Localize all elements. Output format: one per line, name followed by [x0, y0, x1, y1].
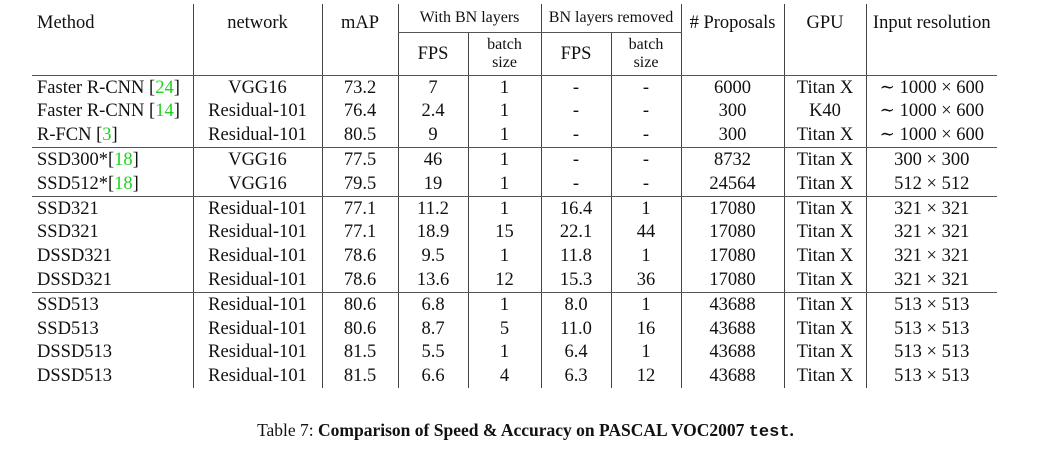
table-cell-fps-no-bn: 22.1 [541, 221, 611, 245]
table-cell-map: 80.6 [322, 317, 398, 341]
table-cell-resolution: ∼ 1000 × 600 [866, 76, 997, 100]
table-cell-batch-size-bn: 1 [468, 341, 541, 365]
table-cell-fps-bn: 2.4 [398, 100, 468, 124]
table-cell-fps-no-bn: - [541, 124, 611, 148]
table-cell-fps-bn: 18.9 [398, 221, 468, 245]
table-cell-network: Residual-101 [193, 317, 322, 341]
table-cell-gpu: Titan X [784, 148, 866, 172]
table-cell-method [32, 148, 193, 172]
table-cell-resolution: 300 × 300 [866, 148, 997, 172]
table-cell-fps-no-bn: 16.4 [541, 196, 611, 220]
table-body [32, 76, 997, 389]
method-name: SSD321 [37, 198, 99, 219]
table-cell-proposals: 6000 [681, 76, 784, 100]
table-cell-method [32, 221, 193, 245]
table-cell-network: VGG16 [193, 148, 322, 172]
table-row [32, 293, 997, 317]
table-row [32, 268, 997, 292]
table-row [32, 76, 997, 100]
method-name: SSD513 [37, 294, 99, 315]
table-cell-resolution: 513 × 513 [866, 341, 997, 365]
table-cell-resolution: 321 × 321 [866, 245, 997, 269]
comparison-table [32, 4, 997, 388]
citation-bracket: ] [132, 173, 139, 194]
table-cell-gpu: Titan X [784, 196, 866, 220]
table-row [32, 365, 997, 389]
table-cell-method [32, 317, 193, 341]
citation-bracket: ] [173, 101, 180, 122]
citation-link[interactable]: 3 [102, 125, 112, 146]
table-cell-fps-no-bn: 8.0 [541, 293, 611, 317]
table-cell-batch-size-bn: 12 [468, 268, 541, 292]
table-cell-method [32, 245, 193, 269]
header-network: network [193, 4, 322, 76]
table-cell-proposals: 8732 [681, 148, 784, 172]
table-cell-proposals: 300 [681, 100, 784, 124]
table-cell-map: 81.5 [322, 341, 398, 365]
table-cell-batch-size-no-bn: 44 [611, 221, 681, 245]
caption-label: Table 7: [257, 420, 319, 440]
table-cell-method [32, 293, 193, 317]
table-cell-batch-size-bn: 1 [468, 76, 541, 100]
table-cell-map: 81.5 [322, 365, 398, 389]
table-cell-method [32, 100, 193, 124]
caption-code: test [748, 423, 790, 442]
table-cell-map: 78.6 [322, 245, 398, 269]
header-batch-size-no-bn [611, 33, 681, 76]
table-cell-resolution: 513 × 513 [866, 293, 997, 317]
size-label: size [633, 54, 659, 71]
table-cell-gpu: Titan X [784, 268, 866, 292]
table-cell-fps-bn: 9 [398, 124, 468, 148]
table-cell-fps-bn: 19 [398, 172, 468, 196]
table-cell-batch-size-no-bn: 1 [611, 245, 681, 269]
header-input-resolution: Input resolution [866, 4, 997, 76]
method-name: SSD512* [37, 173, 108, 194]
table-cell-map: 80.6 [322, 293, 398, 317]
table-cell-network: Residual-101 [193, 196, 322, 220]
citation-bracket: [ [149, 77, 156, 98]
table-cell-method [32, 365, 193, 389]
table-cell-fps-bn: 6.6 [398, 365, 468, 389]
table-cell-method [32, 196, 193, 220]
citation-link[interactable]: 14 [155, 101, 174, 122]
table-cell-map: 77.1 [322, 221, 398, 245]
citation-bracket: ] [173, 77, 180, 98]
table-cell-batch-size-bn: 5 [468, 317, 541, 341]
table-cell-fps-no-bn: 6.4 [541, 341, 611, 365]
method-name: DSSD321 [37, 246, 113, 267]
citation-link[interactable]: 18 [114, 173, 133, 194]
table-cell-gpu: Titan X [784, 76, 866, 100]
table-cell-fps-no-bn: 15.3 [541, 268, 611, 292]
table-cell-gpu: Titan X [784, 245, 866, 269]
table-cell-network: Residual-101 [193, 221, 322, 245]
table-cell-fps-no-bn: 11.0 [541, 317, 611, 341]
table-cell-batch-size-no-bn: - [611, 76, 681, 100]
method-name: DSSD513 [37, 342, 113, 363]
table-row [32, 172, 997, 196]
table-cell-fps-bn: 6.8 [398, 293, 468, 317]
table-cell-fps-bn: 46 [398, 148, 468, 172]
table-cell-network: Residual-101 [193, 293, 322, 317]
method-name: SSD300* [37, 150, 108, 171]
table-cell-batch-size-bn: 1 [468, 172, 541, 196]
method-name: Faster R-CNN [37, 101, 150, 122]
table-cell-gpu: Titan X [784, 317, 866, 341]
table-cell-map: 73.2 [322, 76, 398, 100]
citation-link[interactable]: 18 [114, 150, 133, 171]
table-cell-network: Residual-101 [193, 245, 322, 269]
table-cell-map: 77.5 [322, 148, 398, 172]
table-row [32, 221, 997, 245]
table-cell-resolution: 513 × 513 [866, 317, 997, 341]
table-cell-fps-no-bn: - [541, 148, 611, 172]
table-cell-batch-size-bn: 1 [468, 148, 541, 172]
table-cell-gpu: Titan X [784, 341, 866, 365]
method-name: R-FCN [37, 125, 97, 146]
table-cell-proposals: 17080 [681, 245, 784, 269]
table-row [32, 124, 997, 148]
table-cell-resolution: 321 × 321 [866, 196, 997, 220]
table-cell-gpu: Titan X [784, 221, 866, 245]
header-bn-removed: BN layers removed [541, 4, 681, 33]
header-batch-size-bn [468, 33, 541, 76]
table-cell-proposals: 17080 [681, 221, 784, 245]
method-name: DSSD321 [37, 270, 113, 291]
table-row [32, 100, 997, 124]
header-fps-bn: FPS [398, 33, 468, 76]
table-row [32, 196, 997, 220]
method-name: Faster R-CNN [37, 77, 150, 98]
table-cell-fps-no-bn: - [541, 100, 611, 124]
batch-label: batch [628, 35, 664, 53]
table-cell-batch-size-no-bn: - [611, 172, 681, 196]
table-cell-map: 76.4 [322, 100, 398, 124]
table-cell-resolution: ∼ 1000 × 600 [866, 124, 997, 148]
table-cell-resolution: ∼ 1000 × 600 [866, 100, 997, 124]
table-cell-gpu: Titan X [784, 365, 866, 389]
table-cell-proposals: 17080 [681, 268, 784, 292]
header-gpu: GPU [784, 4, 866, 76]
table-cell-network: VGG16 [193, 172, 322, 196]
table-cell-network: Residual-101 [193, 341, 322, 365]
header-proposals: # Proposals [681, 4, 784, 76]
method-name: DSSD513 [37, 366, 113, 387]
header-with-bn: With BN layers [398, 4, 541, 33]
table-cell-fps-no-bn: 6.3 [541, 365, 611, 389]
table-cell-batch-size-bn: 15 [468, 221, 541, 245]
table-row [32, 245, 997, 269]
method-name: SSD321 [37, 222, 99, 243]
citation-link[interactable]: 24 [155, 77, 174, 98]
table-cell-gpu: Titan X [784, 124, 866, 148]
table-cell-map: 77.1 [322, 196, 398, 220]
table-cell-batch-size-no-bn: - [611, 100, 681, 124]
caption-end: . [789, 420, 794, 440]
citation-bracket: [ [107, 173, 115, 194]
method-name: SSD513 [37, 318, 99, 339]
table-cell-proposals: 17080 [681, 196, 784, 220]
table-cell-fps-no-bn: - [541, 76, 611, 100]
table-cell-batch-size-bn: 1 [468, 124, 541, 148]
table-cell-batch-size-no-bn: 36 [611, 268, 681, 292]
table-cell-resolution: 321 × 321 [866, 221, 997, 245]
table-cell-batch-size-no-bn: 1 [611, 196, 681, 220]
citation-bracket: [ [96, 125, 103, 146]
table-cell-network: Residual-101 [193, 124, 322, 148]
table-cell-network: Residual-101 [193, 268, 322, 292]
table-cell-proposals: 300 [681, 124, 784, 148]
table-row [32, 317, 997, 341]
citation-bracket: ] [132, 150, 139, 171]
table-cell-fps-bn: 11.2 [398, 196, 468, 220]
table-cell-method [32, 172, 193, 196]
table-cell-batch-size-bn: 1 [468, 196, 541, 220]
table-cell-proposals: 24564 [681, 172, 784, 196]
table-cell-fps-bn: 7 [398, 76, 468, 100]
table-cell-batch-size-no-bn: 1 [611, 293, 681, 317]
table-cell-method [32, 76, 193, 100]
caption-text: Comparison of Speed & Accuracy on PASCAL VOC2007 [318, 420, 749, 440]
header-method: Method [32, 4, 193, 76]
table-cell-fps-no-bn: - [541, 172, 611, 196]
table-cell-network: VGG16 [193, 76, 322, 100]
table-cell-batch-size-no-bn: - [611, 148, 681, 172]
table-cell-map: 80.5 [322, 124, 398, 148]
table-cell-batch-size-bn: 1 [468, 245, 541, 269]
table-cell-proposals: 43688 [681, 317, 784, 341]
table-cell-method [32, 341, 193, 365]
table-cell-gpu: Titan X [784, 293, 866, 317]
table-cell-batch-size-bn: 4 [468, 365, 541, 389]
table-cell-batch-size-no-bn: 1 [611, 341, 681, 365]
table-cell-fps-no-bn: 11.8 [541, 245, 611, 269]
table-cell-fps-bn: 8.7 [398, 317, 468, 341]
header-fps-no-bn: FPS [541, 33, 611, 76]
table-cell-resolution: 321 × 321 [866, 268, 997, 292]
table-row [32, 148, 997, 172]
header-map: mAP [322, 4, 398, 76]
table-cell-map: 79.5 [322, 172, 398, 196]
table-cell-network: Residual-101 [193, 100, 322, 124]
table-cell-fps-bn: 9.5 [398, 245, 468, 269]
citation-bracket: [ [149, 101, 156, 122]
table-cell-proposals: 43688 [681, 293, 784, 317]
table-cell-fps-bn: 5.5 [398, 341, 468, 365]
table-cell-proposals: 43688 [681, 341, 784, 365]
table-cell-gpu: K40 [784, 100, 866, 124]
table-cell-method [32, 124, 193, 148]
table-cell-map: 78.6 [322, 268, 398, 292]
batch-label: batch [487, 35, 522, 53]
table-cell-fps-bn: 13.6 [398, 268, 468, 292]
size-label: size [492, 54, 517, 71]
table-row [32, 341, 997, 365]
table-cell-batch-size-no-bn: - [611, 124, 681, 148]
table-caption [0, 420, 1051, 442]
table-cell-batch-size-bn: 1 [468, 100, 541, 124]
table-cell-network: Residual-101 [193, 365, 322, 389]
table-cell-gpu: Titan X [784, 172, 866, 196]
table-cell-resolution: 512 × 512 [866, 172, 997, 196]
citation-bracket: [ [107, 150, 115, 171]
table-cell-resolution: 513 × 513 [866, 365, 997, 389]
table-cell-batch-size-bn: 1 [468, 293, 541, 317]
citation-bracket: ] [111, 125, 118, 146]
table-cell-batch-size-no-bn: 12 [611, 365, 681, 389]
table-cell-proposals: 43688 [681, 365, 784, 389]
table-cell-batch-size-no-bn: 16 [611, 317, 681, 341]
table-cell-method [32, 268, 193, 292]
